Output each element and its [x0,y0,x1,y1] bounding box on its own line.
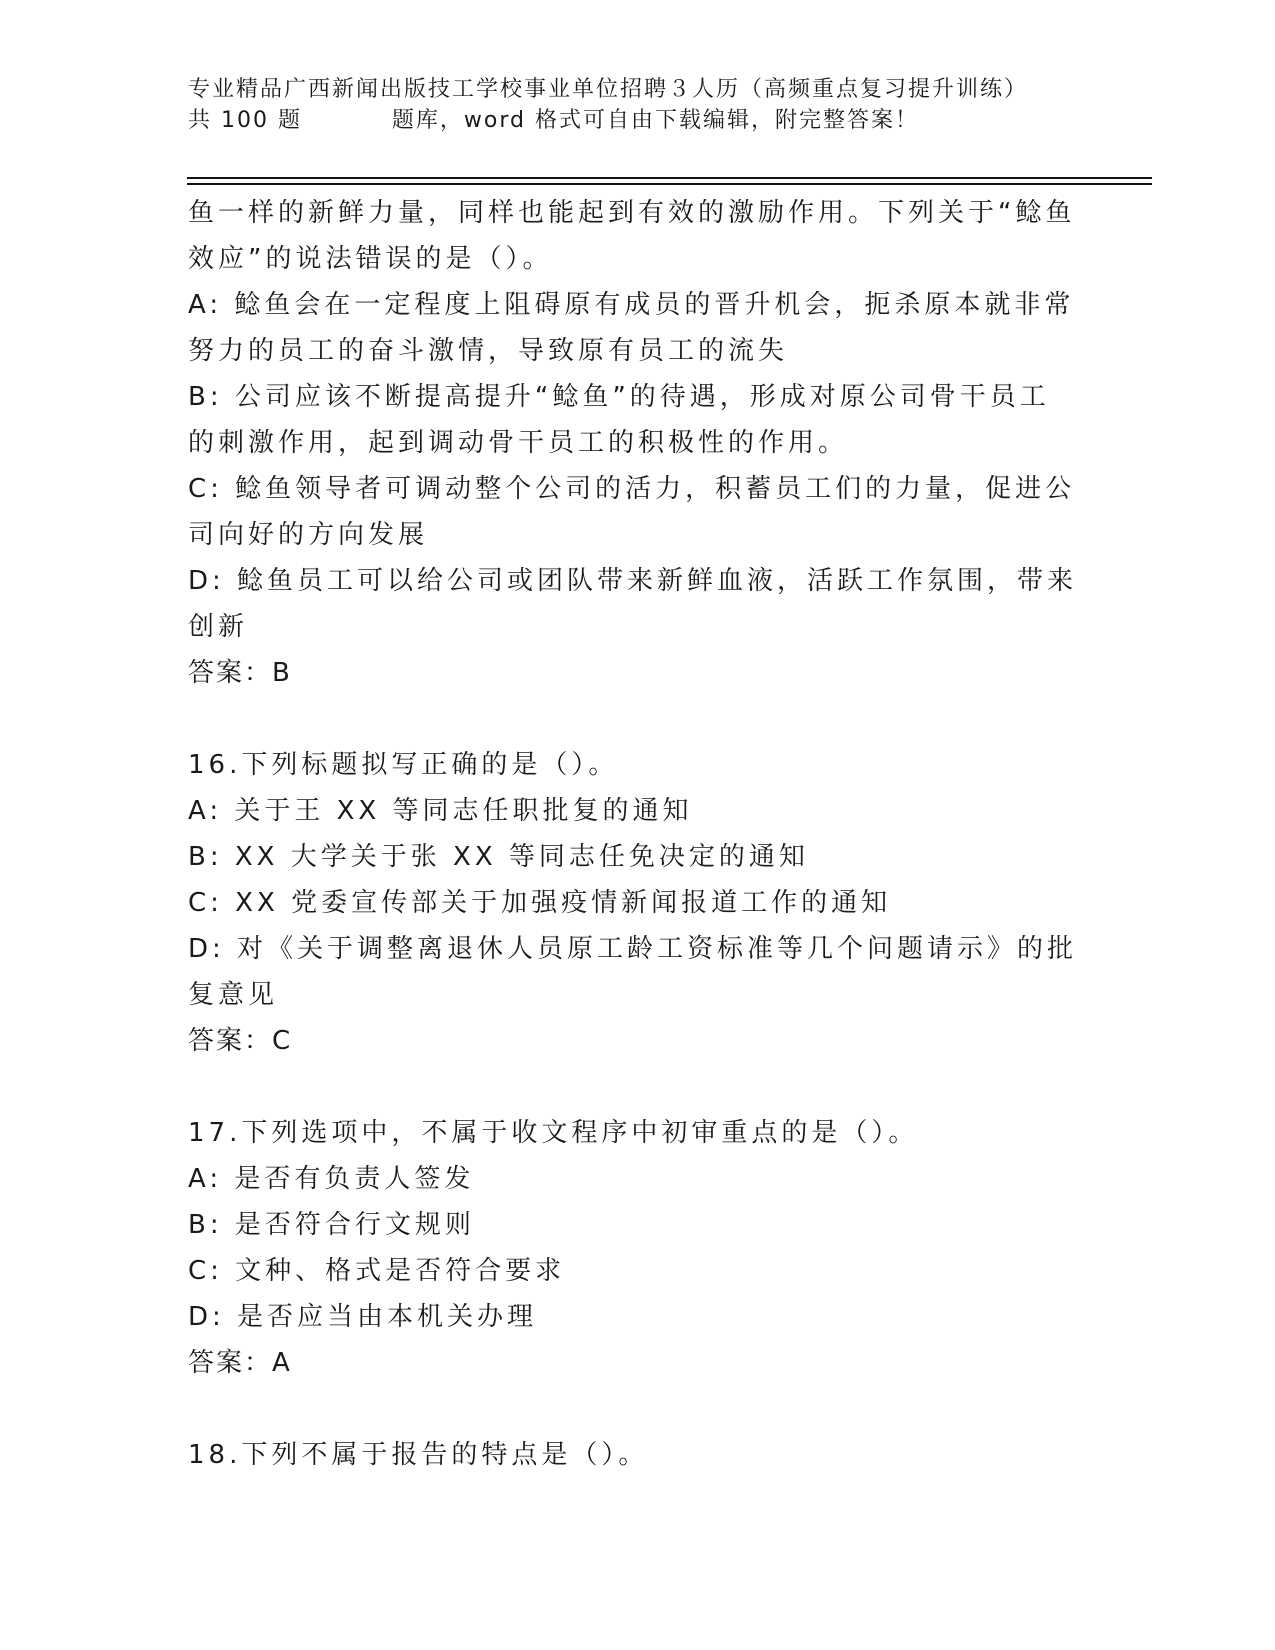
question-15-continued [188,190,1078,696]
option-b: B: 是否符合行文规则 [188,1210,475,1240]
spacer [188,1386,1078,1432]
option-b: B: XX 大学关于张 XX 等同志任免决定的通知 [188,842,809,872]
answer: 答案：C [188,1026,293,1056]
option-d: D: 对《关于调整离退休人员原工龄工资标准等几个问题请示》的批复意见 [188,934,1078,1010]
document-body [188,190,1078,1478]
option-d: D: 是否应当由本机关办理 [188,1302,538,1332]
answer: 答案：A [188,1348,292,1378]
header-rule-top [187,177,1152,179]
question-stem: 16.下列标题拟写正确的是（）。 [188,750,619,780]
question-stem: 18.下列不属于报告的特点是（）。 [188,1440,649,1470]
option-d: D: 鲶鱼员工可以给公司或团队带来新鲜血液，活跃工作氛围，带来创新 [188,566,1078,642]
header-subtitle-line: 共 100 题 题库，word 格式可自由下载编辑，附完整答案！ [188,108,919,133]
spacer [188,696,1078,742]
question-stem: 17.下列选项中，不属于收文程序中初审重点的是（）。 [188,1118,919,1148]
spacer [188,1064,1078,1110]
option-c: C: 鲶鱼领导者可调动整个公司的活力，积蓄员工们的力量，促进公司向好的方向发展 [188,474,1076,550]
option-b: B: 公司应该不断提高提升“鲶鱼”的待遇，形成对原公司骨干员工的刺激作用，起到调动骨干员工的积极性的作用。 [188,382,1050,458]
option-a: A: 关于王 XX 等同志任职批复的通知 [188,796,693,826]
option-a: A: 是否有负责人签发 [188,1164,475,1194]
document-header [188,74,1068,136]
question-16 [188,742,1078,1064]
header-rule-bottom [187,183,1152,185]
header-title-line: 专业精品广西新闻出版技工学校事业单位招聘３人历（高频重点复习提升训练） [188,77,1029,102]
answer: 答案：B [188,658,292,688]
option-a: A: 鲶鱼会在一定程度上阻碍原有成员的晋升机会，扼杀原本就非常努力的员工的奋斗激情，导致原有员工的流失 [188,290,1075,366]
option-c: C: 文种、格式是否符合要求 [188,1256,566,1286]
question-17 [188,1110,1078,1386]
question-text: 鱼一样的新鲜力量，同样也能起到有效的激励作用。下列关于“鲶鱼效应”的说法错误的是（）。 [188,198,1076,274]
question-18 [188,1432,1078,1478]
option-c: C: XX 党委宣传部关于加强疫情新闻报道工作的通知 [188,888,892,918]
